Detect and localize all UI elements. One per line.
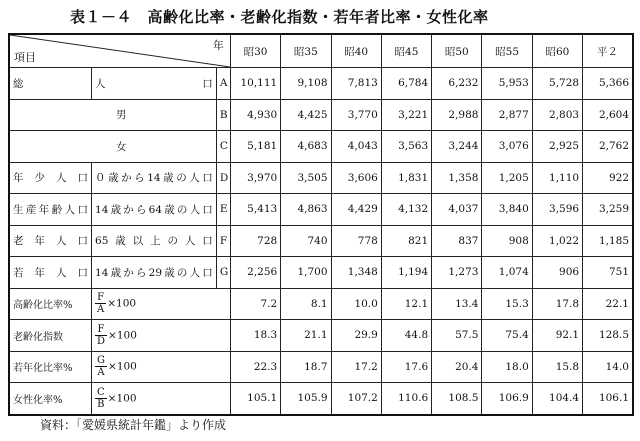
row-label: 女性化率% xyxy=(9,383,92,415)
value-cell: 3,221 xyxy=(381,99,431,131)
row-label: 男 xyxy=(9,99,216,131)
row-letter: B xyxy=(216,99,230,131)
row-letter: A xyxy=(216,68,230,100)
value-cell: 5,728 xyxy=(532,68,582,100)
row-description: ０歳から14歳の人口 xyxy=(92,162,217,194)
table-row xyxy=(9,257,633,289)
row-label: 高齢化比率% xyxy=(9,288,92,320)
fraction xyxy=(95,355,107,378)
value-cell: 908 xyxy=(482,225,532,257)
value-cell: 128.5 xyxy=(583,320,633,352)
value-cell: 4,683 xyxy=(281,131,331,163)
header-corner xyxy=(9,34,230,68)
row-label: 若年化比率% xyxy=(9,351,92,383)
fraction-denominator: B xyxy=(97,398,105,410)
value-cell: 9,108 xyxy=(281,68,331,100)
table-row xyxy=(9,194,633,226)
value-cell: 3,596 xyxy=(532,194,582,226)
value-cell: 75.4 xyxy=(482,320,532,352)
value-cell: 1,700 xyxy=(281,257,331,289)
value-cell: 4,863 xyxy=(281,194,331,226)
value-cell: 18.0 xyxy=(482,351,532,383)
value-cell: 17.2 xyxy=(331,351,381,383)
value-cell: 57.5 xyxy=(432,320,482,352)
value-cell: 1,831 xyxy=(381,162,431,194)
value-cell: 906 xyxy=(532,257,582,289)
value-cell: 106.9 xyxy=(482,383,532,415)
value-cell: 13.4 xyxy=(432,288,482,320)
value-cell: 3,505 xyxy=(281,162,331,194)
multiplier: ×100 xyxy=(108,360,137,373)
row-description: 65歳以上の人口 xyxy=(92,225,217,257)
value-cell: 3,076 xyxy=(482,131,532,163)
table-row xyxy=(9,68,633,100)
row-label: 老年人口 xyxy=(9,225,92,257)
value-cell: 837 xyxy=(432,225,482,257)
row-formula xyxy=(92,320,231,352)
value-cell: 22.3 xyxy=(230,351,280,383)
table-row xyxy=(9,320,633,352)
fraction xyxy=(95,387,107,410)
value-cell: 107.2 xyxy=(331,383,381,415)
value-cell: 6,232 xyxy=(432,68,482,100)
value-cell: 4,132 xyxy=(381,194,431,226)
value-cell: 3,770 xyxy=(331,99,381,131)
year-header: 昭40 xyxy=(331,34,381,68)
fraction-numerator: F xyxy=(95,292,106,304)
value-cell: 10.0 xyxy=(331,288,381,320)
value-cell: 105.9 xyxy=(281,383,331,415)
value-cell: 728 xyxy=(230,225,280,257)
value-cell: 821 xyxy=(381,225,431,257)
fraction xyxy=(95,292,106,315)
row-label: 女 xyxy=(9,131,216,163)
table-row xyxy=(9,288,633,320)
value-cell: 5,953 xyxy=(482,68,532,100)
year-label: 年 xyxy=(212,39,224,52)
row-letter: D xyxy=(216,162,230,194)
value-cell: 1,358 xyxy=(432,162,482,194)
value-cell: 17.6 xyxy=(381,351,431,383)
value-cell: 8.1 xyxy=(281,288,331,320)
row-label: 老齢化指数 xyxy=(9,320,92,352)
value-cell: 18.7 xyxy=(281,351,331,383)
row-description: 14歳から64歳の人口 xyxy=(92,194,217,226)
fraction-numerator: G xyxy=(97,355,106,367)
year-header: 昭60 xyxy=(532,34,582,68)
statistics-table xyxy=(8,33,634,416)
fraction xyxy=(95,324,107,347)
value-cell: 92.1 xyxy=(532,320,582,352)
row-letter: G xyxy=(216,257,230,289)
table-row xyxy=(9,162,633,194)
value-cell: 1,185 xyxy=(583,225,633,257)
row-label: 若年人口 xyxy=(9,257,92,289)
multiplier: ×100 xyxy=(108,329,137,342)
table-title: 表１－４ 高齢化比率・老齢化指数・若年者比率・女性化率 xyxy=(70,8,489,26)
value-cell: 15.3 xyxy=(482,288,532,320)
value-cell: 740 xyxy=(281,225,331,257)
value-cell: 3,563 xyxy=(381,131,431,163)
source-note: 資料：「愛媛県統計年鑑」より作成 xyxy=(40,418,227,432)
fraction-numerator: C xyxy=(97,386,105,398)
value-cell: 2,604 xyxy=(583,99,633,131)
value-cell: 4,930 xyxy=(230,99,280,131)
value-cell: 2,877 xyxy=(482,99,532,131)
row-formula xyxy=(92,351,231,383)
fraction-denominator: D xyxy=(97,335,106,347)
year-header: 昭35 xyxy=(281,34,331,68)
value-cell: 106.1 xyxy=(583,383,633,415)
value-cell: 2,925 xyxy=(532,131,582,163)
value-cell: 20.4 xyxy=(432,351,482,383)
row-label: 総 xyxy=(9,68,92,100)
value-cell: 3,840 xyxy=(482,194,532,226)
fraction-numerator: F xyxy=(95,324,107,336)
value-cell: 5,413 xyxy=(230,194,280,226)
row-label: 年少人口 xyxy=(9,162,92,194)
value-cell: 5,366 xyxy=(583,68,633,100)
row-label-sub: 人 口 xyxy=(92,68,217,100)
value-cell: 108.5 xyxy=(432,383,482,415)
value-cell: 6,784 xyxy=(381,68,431,100)
value-cell: 1,074 xyxy=(482,257,532,289)
value-cell: 12.1 xyxy=(381,288,431,320)
value-cell: 1,110 xyxy=(532,162,582,194)
value-cell: 3,970 xyxy=(230,162,280,194)
table-row xyxy=(9,99,633,131)
row-label: 生産年齢人口 xyxy=(9,194,92,226)
value-cell: 21.1 xyxy=(281,320,331,352)
value-cell: 4,037 xyxy=(432,194,482,226)
value-cell: 2,256 xyxy=(230,257,280,289)
value-cell: 3,244 xyxy=(432,131,482,163)
value-cell: 110.6 xyxy=(381,383,431,415)
value-cell: 2,762 xyxy=(583,131,633,163)
value-cell: 2,988 xyxy=(432,99,482,131)
value-cell: 1,205 xyxy=(482,162,532,194)
fraction-denominator: A xyxy=(97,367,105,379)
year-header: 昭30 xyxy=(230,34,280,68)
value-cell: 1,273 xyxy=(432,257,482,289)
value-cell: 4,429 xyxy=(331,194,381,226)
value-cell: 778 xyxy=(331,225,381,257)
value-cell: 18.3 xyxy=(230,320,280,352)
value-cell: 7.2 xyxy=(230,288,280,320)
header-row xyxy=(9,34,633,68)
value-cell: 2,803 xyxy=(532,99,582,131)
multiplier: ×100 xyxy=(107,392,137,405)
value-cell: 5,181 xyxy=(230,131,280,163)
row-letter: F xyxy=(216,225,230,257)
fraction-denominator: A xyxy=(97,304,105,316)
year-header: 平２ xyxy=(583,34,633,68)
value-cell: 44.8 xyxy=(381,320,431,352)
value-cell: 1,348 xyxy=(331,257,381,289)
value-cell: 1,194 xyxy=(381,257,431,289)
value-cell: 29.9 xyxy=(331,320,381,352)
row-letter: E xyxy=(216,194,230,226)
value-cell: 14.0 xyxy=(583,351,633,383)
value-cell: 3,259 xyxy=(583,194,633,226)
value-cell: 4,425 xyxy=(281,99,331,131)
table-row xyxy=(9,351,633,383)
row-formula xyxy=(92,288,231,320)
year-header: 昭50 xyxy=(432,34,482,68)
value-cell: 751 xyxy=(583,257,633,289)
row-formula xyxy=(92,383,231,415)
value-cell: 10,111 xyxy=(230,68,280,100)
value-cell: 922 xyxy=(583,162,633,194)
value-cell: 3,606 xyxy=(331,162,381,194)
value-cell: 1,022 xyxy=(532,225,582,257)
row-letter: C xyxy=(216,131,230,163)
year-header: 昭55 xyxy=(482,34,532,68)
table-row xyxy=(9,131,633,163)
value-cell: 17.8 xyxy=(532,288,582,320)
value-cell: 105.1 xyxy=(230,383,280,415)
row-description: 14歳から29歳の人口 xyxy=(92,257,217,289)
value-cell: 104.4 xyxy=(532,383,582,415)
value-cell: 7,813 xyxy=(331,68,381,100)
value-cell: 15.8 xyxy=(532,351,582,383)
value-cell: 4,043 xyxy=(331,131,381,163)
multiplier: ×100 xyxy=(107,297,137,310)
year-header: 昭45 xyxy=(381,34,431,68)
item-label: 項目 xyxy=(14,51,36,64)
table-row xyxy=(9,383,633,415)
diagonal-line xyxy=(10,35,230,67)
value-cell: 22.1 xyxy=(583,288,633,320)
table-row xyxy=(9,225,633,257)
